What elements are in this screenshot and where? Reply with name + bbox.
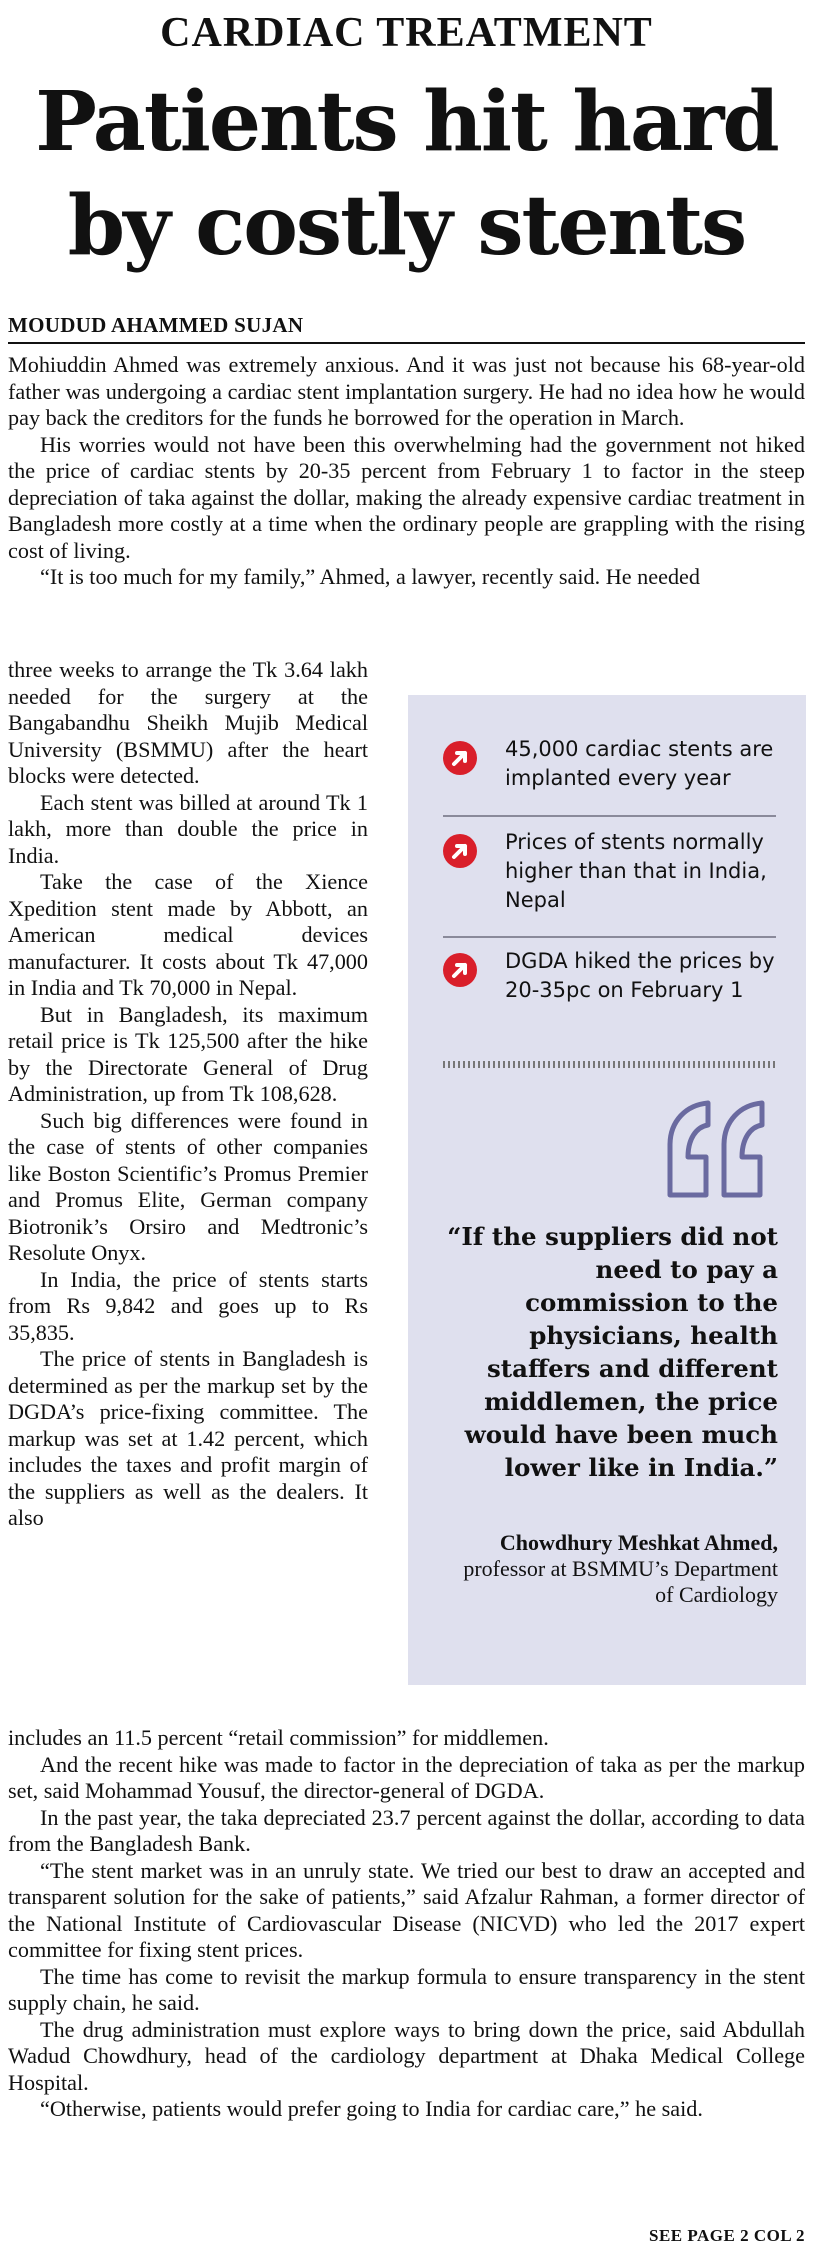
fact-text: Prices of stents normally higher than that in India, Nepal (505, 830, 767, 912)
paragraph: But in Bangladesh, its maximum retail price is Tk 125,500 after the hike by the Directorate General of Drug Administration, up from Tk 108,628. (8, 1001, 368, 1106)
paragraph: In the past year, the taka depreciated 23.7 percent against the dollar, according to data from the Bangladesh Bank. (8, 1804, 805, 1856)
headline-line-1: Patients hit hard (35, 74, 778, 170)
paragraph: “The stent market was in an unruly state. We tried our best to draw an accepted and transparent solution for the sake of patients,” said Afzalur Rahman, a former director of the National Institute of Cardiovascular Disease (NICVD) who led the 2017 expert committee for fixing stent prices. (8, 1857, 805, 1962)
attribution-name: Chowdhury Meshkat Ahmed, (499, 1530, 778, 1555)
divider (443, 936, 776, 938)
paragraph: “Otherwise, patients would prefer going to India for cardiac care,” he said. (40, 2096, 703, 2121)
paragraph: Such big differences were found in the case of stents of other companies like Boston Scientific’s Promus Premier and Promus Elite, German company Biotronik’s Orsiro and Medtronic’s Resolute Onyx. (8, 1107, 368, 1265)
headline-line-2: by costly stents (67, 178, 746, 274)
paragraph: His worries would not have been this overwhelming had the government not hiked the price of cardiac stents by 20-35 percent from February 1 to factor in the steep depreciation of taka against the dollar, making the already expensive cardiac treatment in Bangladesh more costly at a time when the ordinary people are grappling with the rising cost of living. (8, 431, 805, 563)
paragraph: Each stent was billed at around Tk 1 lakh, more than double the price in India. (8, 789, 368, 868)
byline-rule (8, 342, 805, 344)
arrow-up-right-icon (443, 741, 477, 775)
quote-attribution (448, 1530, 778, 1608)
paragraph: Mohiuddin Ahmed was extremely anxious. And it was just not because his 68-year-old father was undergoing a cardiac stent implantation surgery. He had no idea how he would pay back the creditors for the funds he borrowed for the operation in March. (8, 352, 805, 430)
arrow-up-right-icon (443, 834, 477, 868)
dotted-divider (443, 1061, 776, 1068)
paragraph: three weeks to arrange the Tk 3.64 lakh needed for the surgery at the Bangabandhu Sheikh Mujib Medical University (BSMMU) after the heart blocks were detected. (8, 657, 368, 788)
attribution-role: professor at BSMMU’s Department of Cardiology (463, 1556, 778, 1607)
paragraph: The time has come to revisit the markup formula to ensure transparency in the stent supply chain, he said. (8, 1963, 805, 2015)
paragraph: Take the case of the Xience Xpedition stent made by Abbott, an American medical devices manufacturer. It costs about Tk 47,000 in India and Tk 70,000 in Nepal. (8, 869, 368, 1000)
quotation-mark-icon (658, 1095, 768, 1209)
paragraph: The price of stents in Bangladesh is determined as per the markup set by the DGDA’s price-fixing committee. The markup was set at 1.42 percent, which includes the taxes and profit margin of the suppliers as well as the dealers. It also (8, 1346, 368, 1530)
fact-text: 45,000 cardiac stents are implanted every year (505, 737, 774, 790)
paragraph: includes an 11.5 percent “retail commission” for middlemen. (8, 1725, 549, 1750)
paragraph: “It is too much for my family,” Ahmed, a lawyer, recently said. He needed (40, 564, 700, 589)
fact-text: DGDA hiked the prices by 20-35pc on February 1 (505, 949, 775, 1002)
continuation-reference: SEE PAGE 2 COL 2 (649, 2226, 805, 2245)
kicker: CARDIAC TREATMENT (160, 10, 653, 56)
fact-box (408, 695, 806, 1685)
headline (0, 70, 813, 278)
paragraph: In India, the price of stents starts from Rs 9,842 and goes up to Rs 35,835. (8, 1266, 368, 1345)
article-intro (8, 352, 805, 591)
article-continuation (8, 1725, 805, 2123)
divider (443, 815, 776, 817)
paragraph: And the recent hike was made to factor in the depreciation of taka as per the markup set, said Mohammad Yousuf, the director-general of DGDA. (8, 1751, 805, 1803)
arrow-up-right-icon (443, 953, 477, 987)
paragraph: The drug administration must explore ways to bring down the price, said Abdullah Wadud Chowdhury, head of the cardiology department at Dhaka Medical College Hospital. (8, 2016, 805, 2095)
pull-quote: “If the suppliers did not need to pay a commission to the physicians, health staffers and different middlemen, the price would have been much lower like in India.” (447, 1222, 778, 1482)
article-column (8, 657, 368, 1532)
byline: MOUDUD AHAMMED SUJAN (8, 313, 304, 337)
